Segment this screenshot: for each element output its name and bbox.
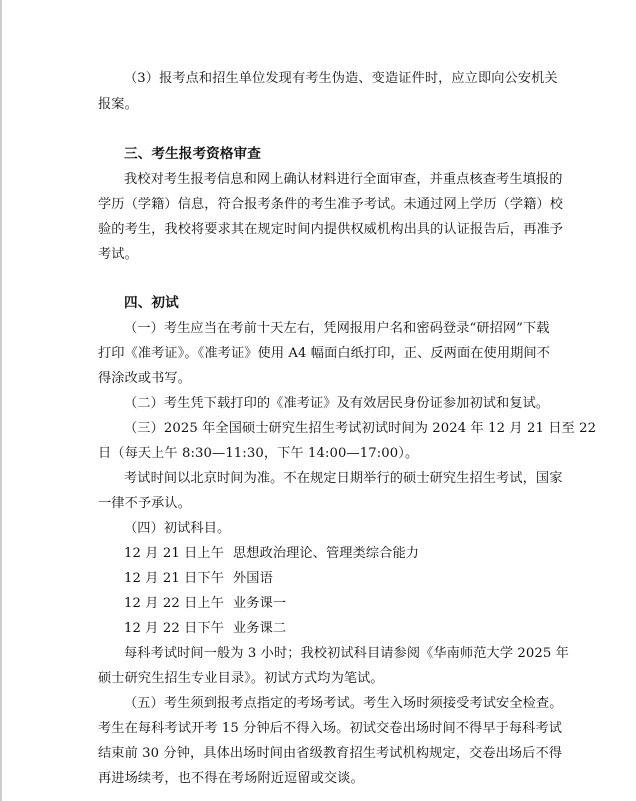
paragraph-line: （四）初试科目。 — [124, 521, 231, 536]
paragraph-line: （三）2025 年全国硕士研究生招生考试初试时间为 2024 年 12 月 21 日至 22 — [124, 421, 597, 436]
schedule-subject: 思想政治理论、管理类综合能力 — [233, 546, 420, 561]
paragraph-line: 考生在每科考试开考 15 分钟后不得入场。初试交卷出场时间不得早于每科考试 — [98, 721, 563, 736]
schedule-time: 12 月 21 日下午 — [124, 571, 224, 586]
paragraph-line: 日（每天上午 8:30—11:30，下午 14:00—17:00）。 — [98, 446, 419, 461]
paragraph-line: 一律不予承认。 — [98, 496, 192, 511]
paragraph-line: 结束前 30 分钟，具体出场时间由省级教育招生考试机构规定，交卷出场后不得 — [98, 746, 563, 761]
paragraph-line: （五）考生须到报考点指定的考场考试。考生入场时须接受考试安全检查。 — [124, 696, 563, 711]
paragraph-line: 每科考试时间一般为 3 小时；我校初试科目请参阅《华南师范大学 2025 年 — [124, 646, 569, 661]
schedule-time: 12 月 22 日下午 — [124, 621, 224, 636]
schedule-row — [124, 620, 287, 638]
schedule-time: 12 月 21 日上午 — [124, 546, 224, 561]
paragraph-line: （一）考生应当在考前十天左右，凭网报用户名和密码登录“研招网”下载 — [124, 321, 550, 336]
page-edge — [0, 0, 2, 801]
schedule-subject: 业务课二 — [233, 621, 287, 636]
schedule-row — [124, 545, 420, 563]
paragraph-line: （二）考生凭下载打印的《准考证》及有效居民身份证参加初试和复试。 — [124, 396, 550, 411]
paragraph-line: （3）报考点和招生单位发现有考生伪造、变造证件时，应立即向公安机关 — [124, 71, 558, 86]
paragraph-line: 打印《准考证》。《准考证》使用 A4 幅面白纸打印，正、反两面在使用期间不 — [98, 346, 550, 361]
paragraph-line: 考试时间以北京时间为准。不在规定日期举行的硕士研究生招生考试，国家 — [124, 471, 563, 486]
paragraph-line: 报案。 — [98, 97, 138, 112]
section-heading-3: 三、考生报考资格审查 — [124, 146, 261, 162]
schedule-subject: 外国语 — [233, 571, 273, 586]
paragraph-line: 再进场续考，也不得在考场附近逗留或交谈。 — [98, 771, 364, 786]
paragraph-line: 得涂改或书写。 — [98, 371, 192, 386]
section-heading-4: 四、初试 — [124, 295, 179, 311]
paragraph-line: 学历（学籍）信息，符合报考条件的考生准予考试。未通过网上学历（学籍）校 — [98, 197, 564, 212]
schedule-time: 12 月 22 日上午 — [124, 596, 224, 611]
schedule-row — [124, 570, 273, 588]
paragraph-line: 考试。 — [98, 247, 138, 262]
paragraph-line: 验的考生，我校将要求其在规定时间内提供权威机构出具的认证报告后，再准予 — [98, 222, 564, 237]
paragraph-line: 硕士研究生招生专业目录》。初试方式均为笔试。 — [98, 671, 384, 686]
schedule-row — [124, 595, 287, 613]
schedule-subject: 业务课一 — [233, 596, 287, 611]
paragraph-line: 我校对考生报考信息和网上确认材料进行全面审查，并重点核查考生填报的 — [124, 172, 563, 187]
